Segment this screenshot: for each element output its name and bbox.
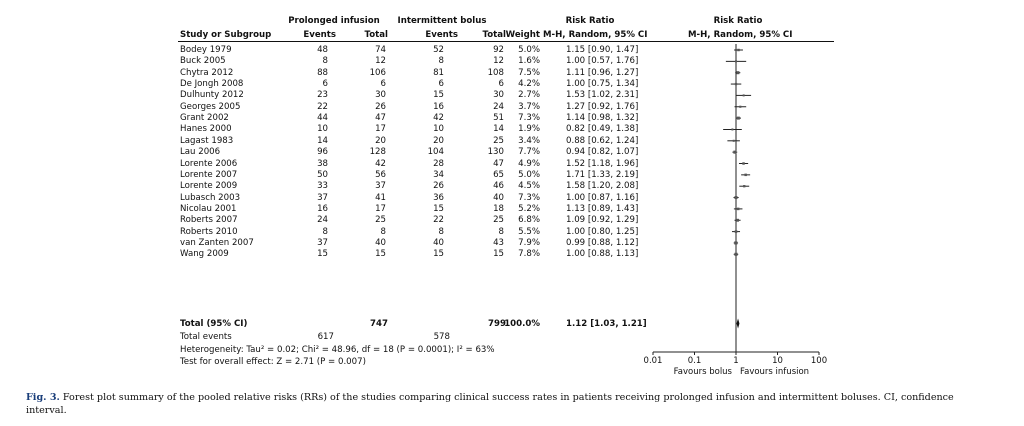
header-study: Study or Subgroup xyxy=(180,30,272,40)
weight-cell: 4.2% xyxy=(518,79,540,90)
caption-text: Forest plot summary of the pooled relative risks (RRs) of the studies comparing clinical success rates in patients receiving prolonged infusion and intermittent boluses. CI, confidence interval. xyxy=(26,392,954,416)
study-name: Grant 2002 xyxy=(180,113,229,124)
point-marker xyxy=(733,151,736,154)
x-tick-label: 0.01 xyxy=(643,356,663,366)
rr-ci-cell: 0.99 [0.88, 1.12] xyxy=(566,237,639,248)
header-total1: Total xyxy=(364,30,388,40)
rr-ci-cell: 1.58 [1.20, 2.08] xyxy=(566,181,639,192)
total-t2: 799 xyxy=(488,319,506,329)
point-marker xyxy=(742,162,744,164)
study-name: Lubasch 2003 xyxy=(180,192,241,203)
rr-ci-cell: 1.14 [0.98, 1.32] xyxy=(566,113,639,124)
study-name: Roberts 2007 xyxy=(180,215,238,226)
total2-cell: 46 xyxy=(493,181,504,192)
point-marker xyxy=(735,83,737,85)
caption-label: Fig. 3. xyxy=(26,392,60,403)
events1-cell: 37 xyxy=(317,237,328,248)
total2-cell: 18 xyxy=(493,203,504,214)
total1-cell: 41 xyxy=(375,192,386,203)
total2-cell: 92 xyxy=(493,45,504,55)
total2-cell: 51 xyxy=(493,113,504,124)
events1-cell: 96 xyxy=(317,147,328,158)
rr-ci-cell: 1.27 [0.92, 1.76] xyxy=(566,101,639,112)
weight-cell: 7.9% xyxy=(518,237,540,248)
favours-left-label: Favours bolus xyxy=(673,367,732,377)
events2-cell: 15 xyxy=(433,90,444,101)
weight-cell: 2.7% xyxy=(518,90,540,101)
total-e2: 578 xyxy=(433,332,450,342)
total2-cell: 108 xyxy=(487,67,504,78)
events2-cell: 40 xyxy=(433,237,444,248)
total1-cell: 128 xyxy=(369,147,386,158)
total2-cell: 30 xyxy=(493,90,504,101)
total-label: Total (95% CI) xyxy=(180,319,248,329)
header-plot-main: Risk Ratio xyxy=(713,16,763,26)
total2-cell: 47 xyxy=(493,158,504,169)
weight-cell: 4.9% xyxy=(518,158,540,169)
study-name: Georges 2005 xyxy=(180,101,241,112)
total2-cell: 25 xyxy=(493,135,504,146)
point-marker xyxy=(735,60,737,62)
header-events1: Events xyxy=(303,30,336,40)
rr-ci-cell: 1.00 [0.88, 1.13] xyxy=(566,249,639,260)
study-name: Lorente 2007 xyxy=(180,169,238,180)
heterogeneity-text: Heterogeneity: Tau² = 0.02; Chi² = 48.96, df = 18 (P = 0.0001); I² = 63% xyxy=(180,345,495,355)
events1-cell: 88 xyxy=(317,67,328,78)
header-method-ci: M-H, Random, 95% CI xyxy=(543,30,648,40)
point-marker xyxy=(743,94,745,96)
weight-cell: 7.7% xyxy=(518,147,540,158)
weight-cell: 7.5% xyxy=(518,67,540,78)
events2-cell: 34 xyxy=(433,169,444,180)
study-name: Bodey 1979 xyxy=(180,45,232,55)
total1-cell: 17 xyxy=(375,124,386,135)
point-marker xyxy=(743,185,745,187)
total2-cell: 24 xyxy=(493,101,504,112)
events2-cell: 42 xyxy=(433,113,444,124)
total1-cell: 106 xyxy=(369,67,386,78)
events1-cell: 8 xyxy=(322,226,328,237)
events1-cell: 15 xyxy=(317,249,328,260)
weight-cell: 7.3% xyxy=(518,113,540,124)
events2-cell: 20 xyxy=(433,135,444,146)
weight-cell: 1.6% xyxy=(518,56,540,67)
weight-cell: 3.7% xyxy=(518,101,540,112)
total2-cell: 14 xyxy=(493,124,504,135)
header-total2: Total xyxy=(482,30,506,40)
study-name: Buck 2005 xyxy=(180,56,226,67)
events1-cell: 33 xyxy=(317,181,328,192)
events2-cell: 8 xyxy=(438,56,444,67)
total1-cell: 56 xyxy=(375,169,386,180)
study-name: Roberts 2010 xyxy=(180,226,238,237)
point-marker xyxy=(737,49,739,51)
events1-cell: 10 xyxy=(317,124,328,135)
events1-cell: 44 xyxy=(317,113,328,124)
point-marker xyxy=(744,174,746,176)
study-name: Lorente 2006 xyxy=(180,158,238,169)
events2-cell: 28 xyxy=(433,158,444,169)
events2-cell: 6 xyxy=(438,79,444,90)
weight-cell: 5.5% xyxy=(518,226,540,237)
pooled-diamond xyxy=(737,319,740,329)
events1-cell: 48 xyxy=(317,45,328,55)
header-weight: Weight xyxy=(505,30,540,40)
header-group2: Intermittent bolus xyxy=(397,16,487,26)
total-weight: 100.0% xyxy=(504,319,540,329)
total2-cell: 130 xyxy=(487,147,504,158)
total2-cell: 40 xyxy=(493,192,504,203)
total1-cell: 25 xyxy=(375,215,386,226)
events2-cell: 22 xyxy=(433,215,444,226)
study-name: Nicolau 2001 xyxy=(180,203,237,214)
weight-cell: 6.8% xyxy=(518,215,540,226)
total-t1: 747 xyxy=(370,319,388,329)
events2-cell: 52 xyxy=(433,45,444,55)
events1-cell: 24 xyxy=(317,215,328,226)
rr-ci-cell: 1.00 [0.87, 1.16] xyxy=(566,192,639,203)
rr-ci-cell: 1.00 [0.57, 1.76] xyxy=(566,56,639,67)
weight-cell: 5.0% xyxy=(518,169,540,180)
total1-cell: 37 xyxy=(375,181,386,192)
point-marker xyxy=(735,230,738,233)
events1-cell: 16 xyxy=(317,203,328,214)
events1-cell: 23 xyxy=(317,90,328,101)
events1-cell: 14 xyxy=(317,135,328,146)
events2-cell: 10 xyxy=(433,124,444,135)
total1-cell: 47 xyxy=(375,113,386,124)
rr-ci-cell: 1.13 [0.89, 1.43] xyxy=(566,203,639,214)
x-tick-label: 100 xyxy=(810,356,828,366)
total2-cell: 6 xyxy=(498,79,504,90)
total1-cell: 42 xyxy=(375,158,386,169)
study-name: Lagast 1983 xyxy=(180,135,234,146)
events1-cell: 8 xyxy=(322,56,328,67)
header-effect-main: Risk Ratio xyxy=(565,16,615,26)
study-name: Hanes 2000 xyxy=(180,124,232,135)
point-marker xyxy=(734,241,737,244)
events1-cell: 22 xyxy=(317,101,328,112)
rr-ci-cell: 1.52 [1.18, 1.96] xyxy=(566,158,639,169)
favours-right-label: Favours infusion xyxy=(740,367,810,377)
total1-cell: 74 xyxy=(375,45,386,55)
total2-cell: 43 xyxy=(493,237,504,248)
point-marker xyxy=(737,117,740,120)
rr-ci-cell: 1.71 [1.33, 2.19] xyxy=(566,169,639,180)
events2-cell: 36 xyxy=(433,192,444,203)
events2-cell: 81 xyxy=(433,67,444,78)
events2-cell: 8 xyxy=(438,226,444,237)
rr-ci-cell: 1.00 [0.80, 1.25] xyxy=(566,226,639,237)
total1-cell: 15 xyxy=(375,249,386,260)
weight-cell: 4.5% xyxy=(518,181,540,192)
total-events-label: Total events xyxy=(180,332,232,342)
rr-ci-cell: 0.88 [0.62, 1.24] xyxy=(566,135,639,146)
events2-cell: 16 xyxy=(433,101,444,112)
total2-cell: 12 xyxy=(493,56,504,67)
total2-cell: 8 xyxy=(498,226,504,237)
rr-ci-cell: 0.82 [0.49, 1.38] xyxy=(566,124,639,135)
total-rr-text: 1.12 [1.03, 1.21] xyxy=(566,319,647,329)
study-name: Dulhunty 2012 xyxy=(180,90,244,101)
events1-cell: 37 xyxy=(317,192,328,203)
figure-caption xyxy=(26,391,986,417)
events1-cell: 50 xyxy=(317,169,328,180)
total1-cell: 40 xyxy=(375,237,386,248)
events2-cell: 15 xyxy=(433,203,444,214)
total1-cell: 20 xyxy=(375,135,386,146)
weight-cell: 7.8% xyxy=(518,249,540,260)
weight-cell: 5.2% xyxy=(518,203,540,214)
overall-effect-text: Test for overall effect: Z = 2.71 (P = 0.007) xyxy=(180,357,366,367)
point-marker xyxy=(735,196,738,199)
rr-ci-cell: 1.09 [0.92, 1.29] xyxy=(566,215,639,226)
weight-cell: 3.4% xyxy=(518,135,540,146)
events2-cell: 104 xyxy=(427,147,444,158)
x-tick-label: 0.1 xyxy=(687,356,702,366)
study-name: Chytra 2012 xyxy=(180,67,234,78)
x-tick-label: 1 xyxy=(733,356,739,366)
total1-cell: 8 xyxy=(380,226,386,237)
weight-cell: 5.0% xyxy=(518,45,540,55)
point-marker xyxy=(733,140,735,142)
rr-ci-cell: 1.00 [0.75, 1.34] xyxy=(566,79,639,90)
events1-cell: 38 xyxy=(317,158,328,169)
study-name: Lau 2006 xyxy=(180,147,221,158)
total-e1: 617 xyxy=(317,332,334,342)
study-name: Lorente 2009 xyxy=(180,181,238,192)
total1-cell: 12 xyxy=(375,56,386,67)
point-marker xyxy=(739,106,741,108)
study-name: De Jongh 2008 xyxy=(180,79,244,90)
study-name: Wang 2009 xyxy=(180,249,229,260)
total1-cell: 17 xyxy=(375,203,386,214)
weight-cell: 1.9% xyxy=(518,124,540,135)
point-marker xyxy=(731,128,733,130)
weight-cell: 7.3% xyxy=(518,192,540,203)
point-marker xyxy=(736,71,739,74)
header-group1: Prolonged infusion xyxy=(288,16,380,26)
x-tick-label: 10 xyxy=(772,356,783,366)
total2-cell: 65 xyxy=(493,169,504,180)
events2-cell: 26 xyxy=(433,181,444,192)
events2-cell: 15 xyxy=(433,249,444,260)
study-name: van Zanten 2007 xyxy=(180,237,254,248)
header-plot-method: M-H, Random, 95% CI xyxy=(688,30,793,40)
total1-cell: 6 xyxy=(380,79,386,90)
rr-ci-cell: 0.94 [0.82, 1.07] xyxy=(566,147,639,158)
rr-ci-cell: 1.11 [0.96, 1.27] xyxy=(566,67,639,78)
point-marker xyxy=(737,208,740,211)
point-marker xyxy=(734,253,737,256)
total2-cell: 25 xyxy=(493,215,504,226)
header-events2: Events xyxy=(425,30,458,40)
total1-cell: 30 xyxy=(375,90,386,101)
total1-cell: 26 xyxy=(375,101,386,112)
events1-cell: 6 xyxy=(322,79,328,90)
rr-ci-cell: 1.53 [1.02, 2.31] xyxy=(566,90,639,101)
rr-ci-cell: 1.15 [0.90, 1.47] xyxy=(566,45,639,55)
point-marker xyxy=(736,219,739,222)
total2-cell: 15 xyxy=(493,249,504,260)
